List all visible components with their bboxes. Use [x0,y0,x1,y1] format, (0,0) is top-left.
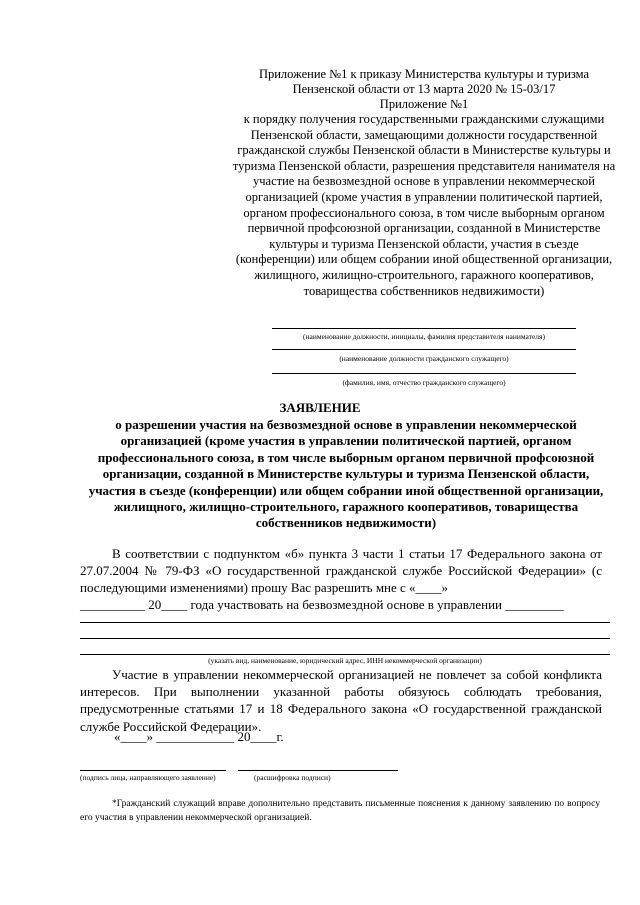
recipient-caption-1: (наименование должности, инициалы, фамилия представителя нанимателя) [303,332,545,341]
signature-caption: (подпись лица, направляющего заявление) [80,773,216,782]
footnote [80,798,600,825]
paragraph-2-text: Участие в управлении некоммерческой организацией не повлечет за собой конфликта интересов. При выполнении указанной работы обязуюсь соблюдать требования, предусмотренные статьями 17 и 18 Федерального закона «О государственной гражданской службе Российской Федерации». [80,667,602,734]
paragraph-2 [80,666,602,735]
paragraph-1-text: В соответствии с подпунктом «б» пункта 3 части 1 статьи 17 Федерального закона от 27.07.2004 № 79-ФЗ «О государственной гражданской службе Российской Федерации» (с последующими изменениями) прошу Вас разрешить мне с «____» [80,546,602,596]
date-line[interactable]: «____» ____________ 20____г. [114,729,284,744]
org-line-2[interactable] [80,638,610,639]
org-line-1[interactable] [80,622,610,623]
recipient-line-2[interactable] [272,349,576,350]
recipient-line-3[interactable] [272,373,576,374]
document-subtitle: о разрешении участия на безвозмездной основе в управлении некоммерческой организацией (кроме участия в управлении политической партией, органом профессионального союза, в том числе выборным органом первичной профсоюзной организации, созданной в Министерстве культуры и туризма Пензенской области, участия в съезде (конференции) или общем собрании иной общественной организации, жилищного, жилищно-строительного, гаражного кооперативов, товарищества собственников недвижимости) [88,417,604,531]
header-line-2: Пензенской области от 13 марта 2020 № 15-03/17 [292,82,556,96]
paragraph-1 [80,545,602,597]
header-line-1: Приложение №1 к приказу Министерства культуры и туризма [258,67,590,81]
recipient-caption-2: (наименование должности гражданского служащего) [339,354,509,363]
org-line-3[interactable] [80,654,610,655]
recipient-caption-3: (фамилия, имя, отчество гражданского служащего) [342,378,506,387]
header-body: к порядку получения государственными гражданскими служащими Пензенской области, замещающими должности государственной гражданской службы Пензенской области в Министерстве культуры и туризма Пензенской области, разрешения представителя нанимателя на участие на безвозмездной основе в управлении некоммерческой организацией (кроме участия в управлении политической партией, органом профессионального союза, в том числе выборным органом первичной профсоюзной организации, созданной в Министерстве культуры и туризма Пензенской области, участия в съезде (конференции) или общем собрании иной общественной организации, жилищного, жилищно-строительного, гаражного кооперативов, товарищества собственников недвижимости) [232,112,616,298]
document-title: ЗАЯВЛЕНИЕ [279,400,361,415]
org-caption: (указать вид, наименование, юридический адрес, ИНН некоммерческой организации) [208,656,482,665]
header-line-3: Приложение №1 [379,97,469,111]
signature-decode-caption: (расшифровка подписи) [254,773,331,782]
recipient-line-1[interactable] [272,328,576,329]
signature-decode-line[interactable] [238,770,398,771]
signature-line[interactable] [80,770,226,771]
paragraph-1-line-2: __________ 20____ года участвовать на безвозмездной основе в управлении _________ [80,597,564,612]
footnote-text: *Гражданский служащий вправе дополнительно представить письменные пояснения к данному заявлению по вопросу его участия в управлении некоммерческой организацией. [80,799,600,823]
